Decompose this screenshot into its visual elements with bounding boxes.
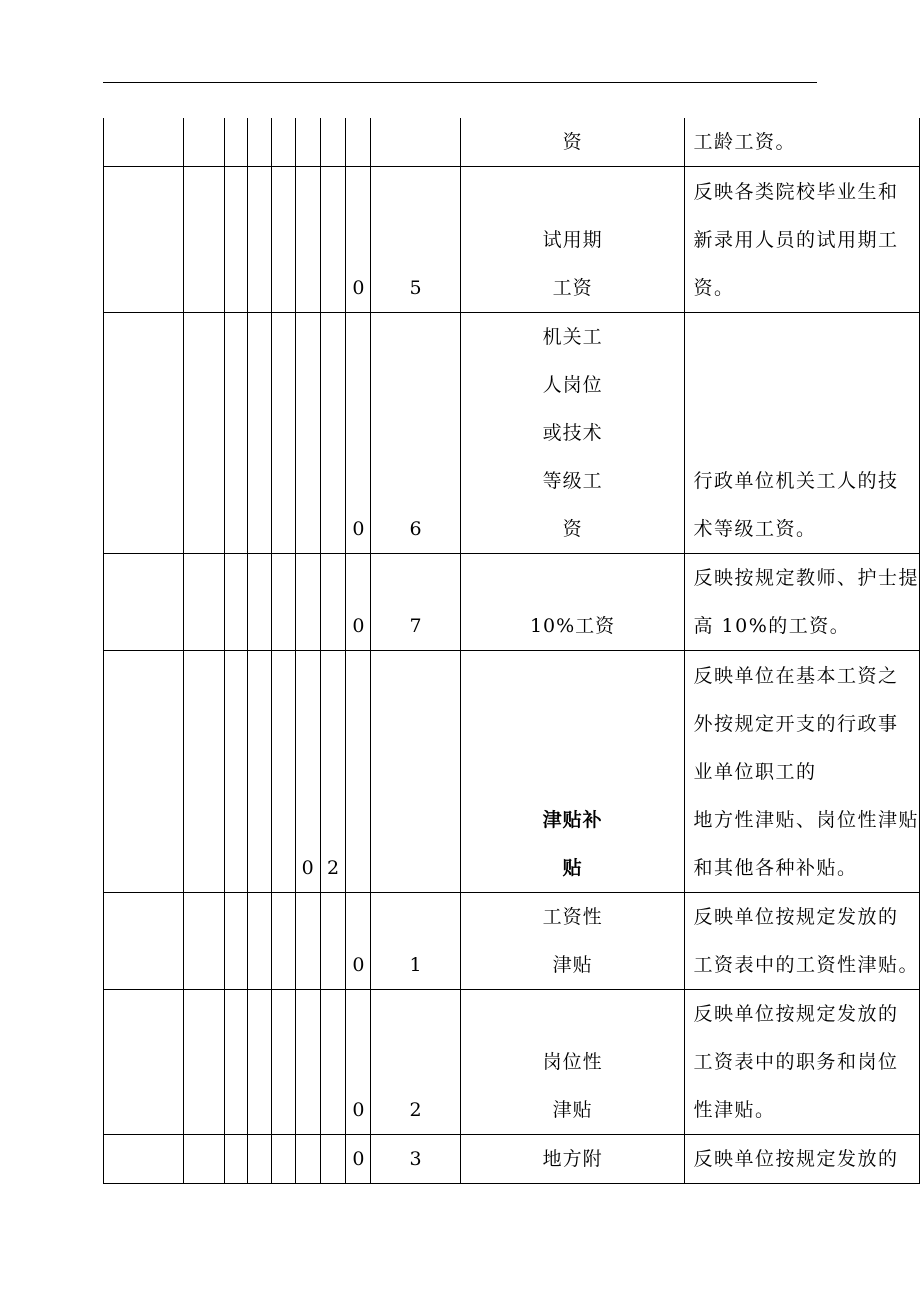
code-digit-cell bbox=[320, 554, 346, 651]
code-digit-cell bbox=[225, 118, 248, 167]
code-digit-cell bbox=[248, 651, 271, 893]
code-digit-cell bbox=[271, 1135, 295, 1184]
code-digit-cell: 3 bbox=[371, 1135, 460, 1184]
code-digit-cell bbox=[271, 893, 295, 990]
code-digit-cell bbox=[248, 893, 271, 990]
code-digit-cell bbox=[248, 554, 271, 651]
code-cell-class bbox=[104, 313, 184, 554]
description-line: 工资表中的职务和岗位 bbox=[693, 1051, 899, 1073]
code-digit-cell: 6 bbox=[371, 313, 460, 554]
code-digit-cell: 2 bbox=[371, 990, 460, 1135]
code-cell-class bbox=[104, 651, 184, 893]
subject-name-line: 津贴 bbox=[552, 954, 593, 976]
description-cell bbox=[685, 167, 920, 313]
code-digit-cell: 0 bbox=[295, 651, 320, 893]
subject-name-line: 机关工 bbox=[542, 326, 603, 348]
subject-name-cell bbox=[460, 893, 685, 990]
subject-name-line: 岗位性 bbox=[542, 1051, 603, 1073]
code-digit-cell bbox=[346, 118, 371, 167]
description-line: 反映单位按规定发放的 bbox=[693, 906, 899, 928]
description-line: 反映单位在基本工资之 bbox=[693, 665, 899, 687]
subject-name-cell bbox=[460, 554, 685, 651]
code-digit-cell bbox=[320, 990, 346, 1135]
subject-name-line: 人岗位 bbox=[542, 374, 603, 396]
description-cell bbox=[685, 1135, 920, 1184]
code-digit-cell bbox=[295, 990, 320, 1135]
code-digit-cell bbox=[248, 990, 271, 1135]
code-digit-cell bbox=[183, 554, 224, 651]
code-digit-cell bbox=[271, 990, 295, 1135]
code-cell-class bbox=[104, 167, 184, 313]
code-digit-cell bbox=[320, 893, 346, 990]
description-line: 反映单位按规定发放的 bbox=[693, 1003, 899, 1025]
table-row bbox=[104, 167, 920, 313]
code-digit-cell bbox=[183, 167, 224, 313]
code-digit-cell bbox=[271, 313, 295, 554]
code-digit-cell bbox=[248, 118, 271, 167]
code-digit-cell bbox=[320, 118, 346, 167]
code-digit-cell bbox=[271, 118, 295, 167]
description-line: 新录用人员的试用期工 bbox=[693, 229, 899, 251]
description-line: 工龄工资。 bbox=[693, 131, 796, 153]
code-digit-cell bbox=[271, 167, 295, 313]
description-line: 反映按规定教师、护士提 bbox=[693, 567, 919, 589]
description-cell bbox=[685, 990, 920, 1135]
code-digit-cell: 0 bbox=[346, 990, 371, 1135]
description-cell bbox=[685, 651, 920, 893]
code-digit-cell bbox=[225, 893, 248, 990]
code-digit-cell bbox=[183, 313, 224, 554]
code-digit-cell bbox=[183, 893, 224, 990]
code-digit-cell bbox=[225, 1135, 248, 1184]
subject-name-line: 10%工资 bbox=[529, 615, 616, 637]
subject-name-line: 工资性 bbox=[542, 906, 603, 928]
code-digit-cell bbox=[225, 167, 248, 313]
code-digit-cell bbox=[225, 554, 248, 651]
code-digit-cell bbox=[183, 118, 224, 167]
code-digit-cell bbox=[295, 893, 320, 990]
subject-name-cell bbox=[460, 651, 685, 893]
code-digit-cell: 5 bbox=[371, 167, 460, 313]
budget-subject-table bbox=[103, 118, 920, 1184]
table-row bbox=[104, 651, 920, 893]
description-line: 术等级工资。 bbox=[693, 518, 817, 540]
table-row bbox=[104, 893, 920, 990]
description-line: 地方性津贴、岗位性津贴 bbox=[693, 809, 919, 831]
code-digit-cell bbox=[295, 167, 320, 313]
code-digit-cell bbox=[295, 1135, 320, 1184]
subject-name-line: 资 bbox=[562, 131, 583, 153]
description-cell bbox=[685, 554, 920, 651]
code-digit-cell bbox=[225, 651, 248, 893]
code-digit-cell bbox=[295, 118, 320, 167]
subject-name-line: 地方附 bbox=[542, 1148, 603, 1170]
code-digit-cell: 0 bbox=[346, 167, 371, 313]
code-digit-cell: 1 bbox=[371, 893, 460, 990]
code-digit-cell: 7 bbox=[371, 554, 460, 651]
subject-name-line: 资 bbox=[562, 518, 583, 540]
subject-name-line: 贴 bbox=[562, 857, 583, 879]
table-row bbox=[104, 990, 920, 1135]
code-digit-cell bbox=[248, 1135, 271, 1184]
code-digit-cell: 0 bbox=[346, 1135, 371, 1184]
subject-name-cell bbox=[460, 118, 685, 167]
description-line: 业单位职工的 bbox=[693, 761, 817, 783]
subject-name-line: 或技术 bbox=[542, 422, 603, 444]
subject-name-line: 试用期 bbox=[542, 229, 603, 251]
code-digit-cell bbox=[183, 990, 224, 1135]
table-row bbox=[104, 313, 920, 554]
code-digit-cell: 0 bbox=[346, 313, 371, 554]
subject-name-line: 津贴 bbox=[552, 1099, 593, 1121]
code-digit-cell bbox=[371, 651, 460, 893]
code-digit-cell bbox=[271, 554, 295, 651]
description-line: 反映各类院校毕业生和 bbox=[693, 181, 899, 203]
description-cell bbox=[685, 313, 920, 554]
code-digit-cell bbox=[248, 313, 271, 554]
code-digit-cell bbox=[183, 1135, 224, 1184]
subject-name-line: 工资 bbox=[552, 277, 593, 299]
table-row bbox=[104, 118, 920, 167]
subject-name-line: 津贴补 bbox=[542, 809, 603, 831]
code-digit-cell bbox=[295, 313, 320, 554]
description-line: 和其他各种补贴。 bbox=[693, 857, 858, 879]
description-line: 资。 bbox=[693, 277, 735, 299]
subject-name-cell bbox=[460, 1135, 685, 1184]
table-row bbox=[104, 1135, 920, 1184]
code-digit-cell bbox=[320, 167, 346, 313]
description-line: 性津贴。 bbox=[693, 1099, 776, 1121]
table-body bbox=[104, 118, 920, 1184]
code-cell-class bbox=[104, 118, 184, 167]
code-digit-cell: 0 bbox=[346, 554, 371, 651]
code-cell-class bbox=[104, 990, 184, 1135]
subject-name-cell bbox=[460, 313, 685, 554]
code-digit-cell bbox=[320, 1135, 346, 1184]
subject-name-cell bbox=[460, 990, 685, 1135]
description-cell bbox=[685, 893, 920, 990]
description-line: 外按规定开支的行政事 bbox=[693, 713, 899, 735]
code-digit-cell bbox=[346, 651, 371, 893]
description-line: 行政单位机关工人的技 bbox=[693, 470, 899, 492]
code-cell-class bbox=[104, 893, 184, 990]
subject-name-cell bbox=[460, 167, 685, 313]
table-row bbox=[104, 554, 920, 651]
code-digit-cell bbox=[183, 651, 224, 893]
code-digit-cell bbox=[371, 118, 460, 167]
code-cell-class bbox=[104, 1135, 184, 1184]
subject-name-line: 等级工 bbox=[542, 470, 603, 492]
code-cell-class bbox=[104, 554, 184, 651]
code-digit-cell bbox=[225, 990, 248, 1135]
code-digit-cell: 0 bbox=[346, 893, 371, 990]
description-line: 高 10%的工资。 bbox=[693, 615, 851, 637]
code-digit-cell bbox=[248, 167, 271, 313]
code-digit-cell: 2 bbox=[320, 651, 346, 893]
description-cell bbox=[685, 118, 920, 167]
description-line: 反映单位按规定发放的 bbox=[693, 1148, 899, 1170]
description-line: 工资表中的工资性津贴。 bbox=[693, 954, 919, 976]
code-digit-cell bbox=[271, 651, 295, 893]
code-digit-cell bbox=[225, 313, 248, 554]
code-digit-cell bbox=[320, 313, 346, 554]
header-rule bbox=[103, 82, 817, 83]
code-digit-cell bbox=[295, 554, 320, 651]
